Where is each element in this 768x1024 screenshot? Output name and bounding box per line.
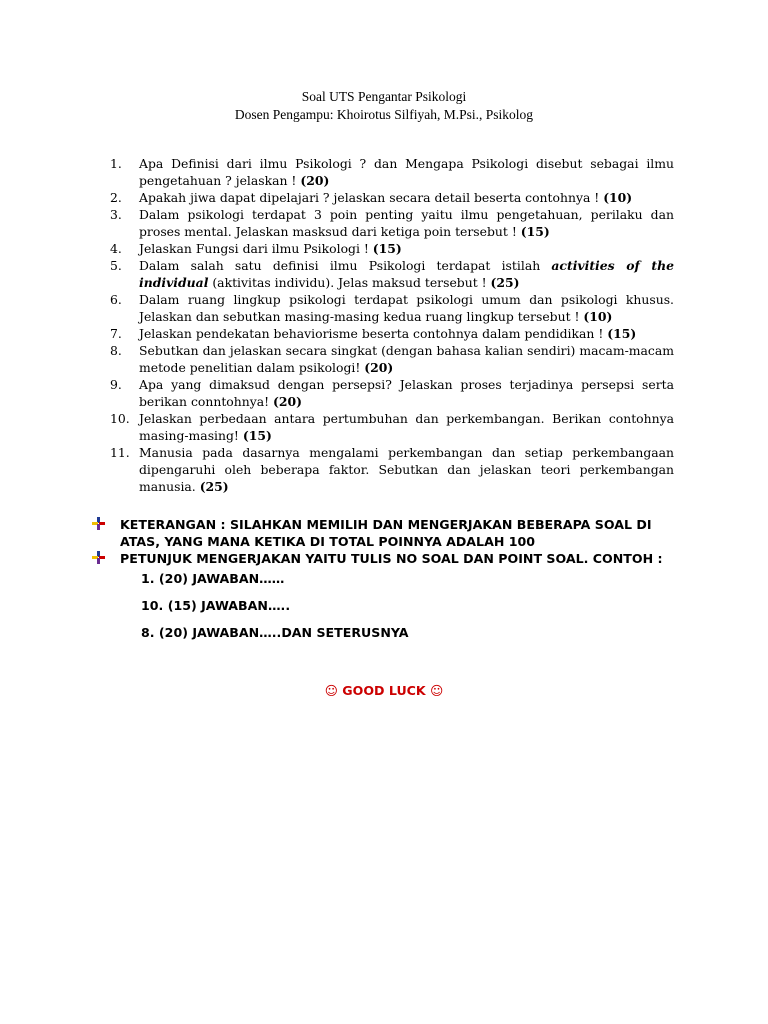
question-number: 5. xyxy=(110,258,122,273)
question-number: 7. xyxy=(110,326,122,341)
question-9 xyxy=(110,376,674,410)
question-number: 8. xyxy=(110,343,122,358)
keterangan-text: KETERANGAN : SILAHKAN MEMILIH DAN MENGERJAKAN BEBERAPA SOAL DI ATAS, YANG MANA KETIKA DI TOTAL POINNYA ADALAH 100 xyxy=(120,517,652,549)
document-header xyxy=(0,88,768,124)
question-points: (20) xyxy=(300,173,330,188)
question-4 xyxy=(110,240,674,257)
question-text: Apa Definisi dari ilmu Psikologi ? dan Mengapa Psikologi disebut sebagai ilmu pengetahuan ? jelaskan ! xyxy=(139,156,674,188)
question-11 xyxy=(110,444,674,495)
question-text: Jelaskan pendekatan behaviorisme beserta contohnya dalam pendidikan ! xyxy=(139,326,608,341)
question-2 xyxy=(110,189,674,206)
question-text: Sebutkan dan jelaskan secara singkat (dengan bahasa kalian sendiri) macam-macam metode penelitian dalam psikologi! xyxy=(139,343,674,375)
question-text: Dalam ruang lingkup psikologi terdapat psikologi umum dan psikologi khusus. Jelaskan dan sebutkan masing-masing kedua ruang lingkup tersebut ! xyxy=(139,292,674,324)
question-5 xyxy=(110,257,674,291)
question-text: Dalam psikologi terdapat 3 poin penting yaitu ilmu pengetahuan, perilaku dan proses mental. Jelaskan masksud dari ketiga poin tersebut ! xyxy=(139,207,674,239)
good-luck-footer xyxy=(0,683,768,698)
question-points: (10) xyxy=(603,190,633,205)
question-points: (25) xyxy=(199,479,229,494)
question-points: (15) xyxy=(520,224,550,239)
question-number: 1. xyxy=(110,156,122,171)
question-text: Manusia pada dasarnya mengalami perkembangan dan setiap perkembangaan dipengaruhi oleh beberapa faktor. Sebutkan dan jelaskan teori perkembangan manusia. xyxy=(139,445,674,494)
question-points: (10) xyxy=(583,309,613,324)
question-number: 4. xyxy=(110,241,122,256)
question-points: (15) xyxy=(607,326,637,341)
question-7 xyxy=(110,325,674,342)
question-text: Dalam salah satu definisi ilmu Psikologi terdapat istilah xyxy=(139,258,552,273)
question-points: (20) xyxy=(364,360,394,375)
example-answer-1: 1. (20) JAWABAN…… xyxy=(141,571,285,586)
question-points: (15) xyxy=(242,428,272,443)
question-text: Jelaskan perbedaan antara pertumbuhan dan perkembangan. Berikan contohnya masing-masing! xyxy=(139,411,674,443)
question-10 xyxy=(110,410,674,444)
question-list xyxy=(110,155,674,495)
question-text: Apa yang dimaksud dengan persepsi? Jelaskan proses terjadinya persepsi serta berikan conntohnya! xyxy=(139,377,674,409)
question-1 xyxy=(110,155,674,189)
good-luck-text: GOOD LUCK xyxy=(342,683,426,698)
question-3 xyxy=(110,206,674,240)
four-color-cross-bullet-icon xyxy=(92,551,105,564)
question-number: 10. xyxy=(110,411,130,426)
question-emphasis: activities of the individual xyxy=(139,258,674,290)
question-text-continued: (aktivitas individu). Jelas maksud tersebut ! xyxy=(208,275,491,290)
question-points: (20) xyxy=(273,394,302,409)
question-text: Jelaskan Fungsi dari ilmu Psikologi ! xyxy=(139,241,373,256)
question-8 xyxy=(110,342,674,376)
question-number: 11. xyxy=(110,445,130,460)
question-points: (25) xyxy=(490,275,520,290)
petunjuk-text: PETUNJUK MENGERJAKAN YAITU TULIS NO SOAL DAN POINT SOAL. CONTOH : xyxy=(120,551,663,566)
question-6 xyxy=(110,291,674,325)
question-number: 6. xyxy=(110,292,122,307)
instructions-block xyxy=(92,516,682,567)
smiley-face-icon: ☺ xyxy=(430,683,444,698)
question-number: 2. xyxy=(110,190,122,205)
note-petunjuk xyxy=(92,550,682,567)
lecturer-line: Dosen Pengampu: Khoirotus Silfiyah, M.Psi., Psikolog xyxy=(234,107,534,122)
example-answer-2: 10. (15) JAWABAN….. xyxy=(141,598,291,613)
smiley-face-icon: ☺ xyxy=(324,683,338,698)
exam-title: Soal UTS Pengantar Psikologi xyxy=(301,89,467,104)
four-color-cross-bullet-icon xyxy=(92,517,105,530)
note-keterangan xyxy=(92,516,682,550)
question-number: 9. xyxy=(110,377,122,392)
question-points: (15) xyxy=(372,241,402,256)
question-number: 3. xyxy=(110,207,122,222)
question-text: Apakah jiwa dapat dipelajari ? jelaskan secara detail beserta contohnya ! xyxy=(139,190,604,205)
example-answer-3: 8. (20) JAWABAN…..DAN SETERUSNYA xyxy=(141,625,409,640)
